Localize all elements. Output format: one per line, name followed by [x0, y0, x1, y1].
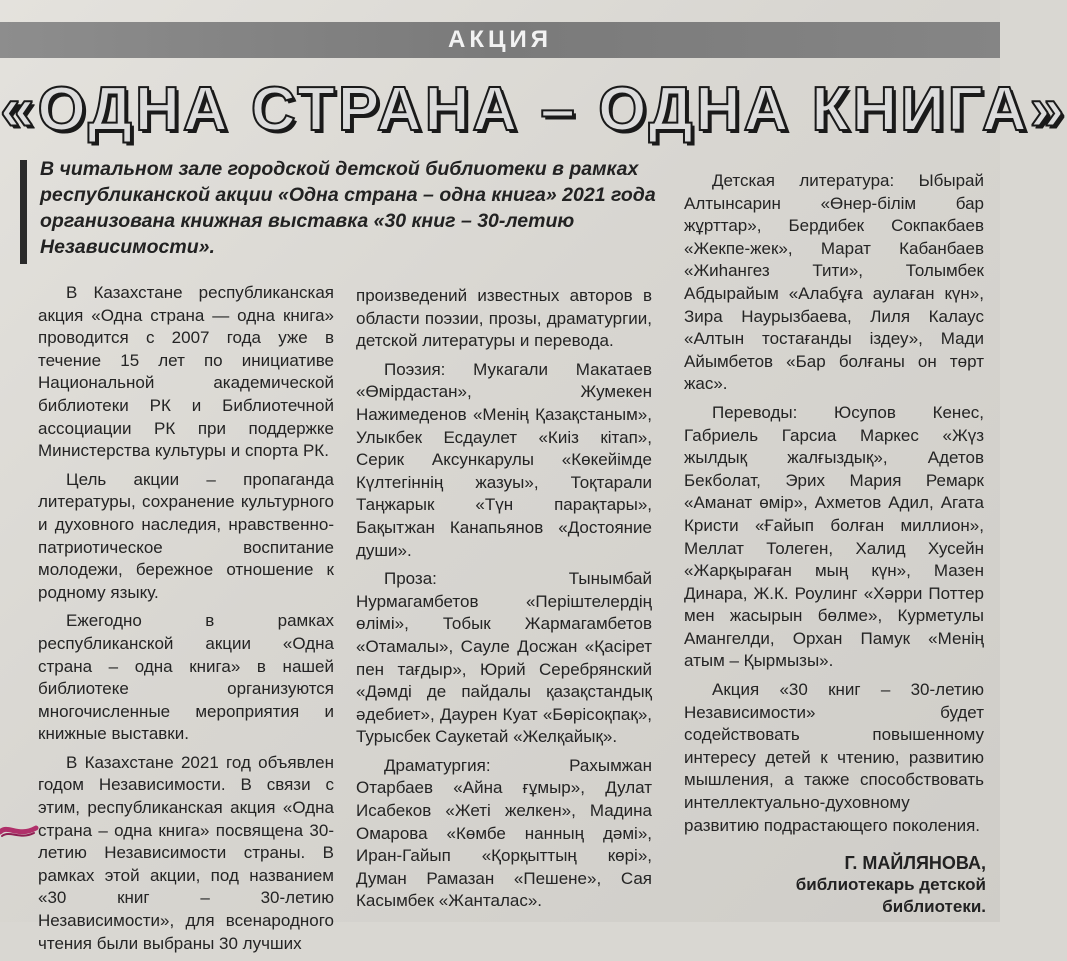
paragraph: произведений известных авторов в области поэзии, прозы, драматургии, детской литературы и перевода. [356, 286, 652, 351]
column-3 [684, 170, 984, 843]
paragraph: В Казахстане республиканская акция «Одна страна — одна книга» проводится с 2007 года уже в течение 15 лет по инициативе Национальной академической библиотеки РК и Библиотечной ассоциации РК при поддержке Министерства культуры и спорта РК. [38, 283, 334, 461]
paragraph: Драматургия: Рахымжан Отарбаев «Айна ғұмыр», Дулат Исабеков «Жеті желкен», Мадина Омарова «Көмбе нанның дәмі», Иран-Гайып «Қорқыттың көрі», Думан Рамазан «Пешене», Сая Касымбек «Жанталас». [356, 755, 652, 911]
paragraph: Поэзия: Мукагали Макатаев «Өмірдастан», Жумекен Нажимеденов «Менің Қазақстаным», Улыкбек Есдаулет «Киіз кітап», Серик Аксункарулы «Көкейімде Күлтегіннің жазуы», Тоқтарали Таңжарык «Түн парақтары», Бақытжан Канапьянов «Достояние души». [356, 359, 652, 560]
article-headline: «ОДНА СТРАНА – ОДНА КНИГА» [0, 75, 1067, 144]
rubric-label: АКЦИЯ [447, 26, 552, 53]
author-signature [646, 852, 986, 918]
paragraph: Акция «30 книг – 30-летию Независимости» будет содействовать повышенному интересу детей к чтению, развитию мышления, а также способствовать интеллектуально-духовному развитию подрастающего поколения. [684, 680, 984, 835]
rubric-bar [0, 22, 1000, 58]
paragraph: Переводы: Юсупов Кенес, Габриель Гарсиа Маркес «Жүз жылдық жалғыздық», Адетов Бекболат, Эрих Мария Ремарк «Аманат өмір», Ахметов Адил, Агата Кристи «Ғайып болған миллион», Меллат Толеген, Халид Хусейн «Жарқыраған мың күн», Мазен Динара, Ж.К. Роулинг «Хәрри Поттер мен жасырын бөлме», Курметулы Амангелди, Орхан Памук «Менің атым – Қырмызы». [684, 402, 984, 671]
paragraph: Ежегодно в рамках республиканской акции «Одна страна – одна книга» в нашей библиотеке организуются многочисленные мероприятия и книжные выставки. [38, 611, 334, 744]
lead-accent-bar [20, 160, 27, 264]
paragraph: Цель акции – пропаганда литературы, сохранение культурного и духовного наследия, нравственно-патриотическое воспитание молодежи, бережное отношение к родному языку. [38, 469, 334, 602]
paragraph: Проза: Тынымбай Нурмагамбетов «Періштелердің өлімі», Тобык Жармагамбетов «Отамалы», Сауле Досжан «Қасірет пен тағдыр», Юрий Серебрянский «Дәмді де пайдалы қазақстандық әдебиет», Даурен Куат «Бөрісоқпақ», Турысбек Саукетай «Желқайық». [356, 569, 652, 747]
column-2 [356, 285, 652, 919]
author-role-cont: библиотеки. [882, 897, 986, 916]
author-name: Г. МАЙЛЯНОВА, [844, 853, 986, 873]
paragraph: В Казахстане 2021 год объявлен годом Независимости. В связи с этим, республиканская акция «Одна страна – одна книга» посвящена 30-летию Независимости страны. В рамках этой акции, под названием «30 книг – 30-летию Независимости», для всенародного чтения были выбраны 30 лучших [38, 752, 334, 953]
column-1 [38, 282, 334, 961]
binding-thread-icon [0, 818, 38, 842]
author-role: библиотекарь детской [795, 875, 986, 894]
article-lead: В читальном зале городской детской библиотеки в рамках республиканской акции «Одна страна – одна книга» 2021 года организована книжная выставка «30 книг – 30-летию Независимости». [40, 158, 656, 258]
paragraph: Детская литература: Ыбырай Алтынсарин «Өнер-білім бар жұрттар», Бердибек Сокпакбаев «Жекпе-жек», Марат Кабанбаев «Жиһангез Тити», Толымбек Абдырайым «Алабұға аулаған күн», Зира Наурызбаева, Лиля Калаус «Алтын тостағанды іздеу», Мади Айымбетов «Бар болғаны он төрт жас». [684, 171, 984, 394]
